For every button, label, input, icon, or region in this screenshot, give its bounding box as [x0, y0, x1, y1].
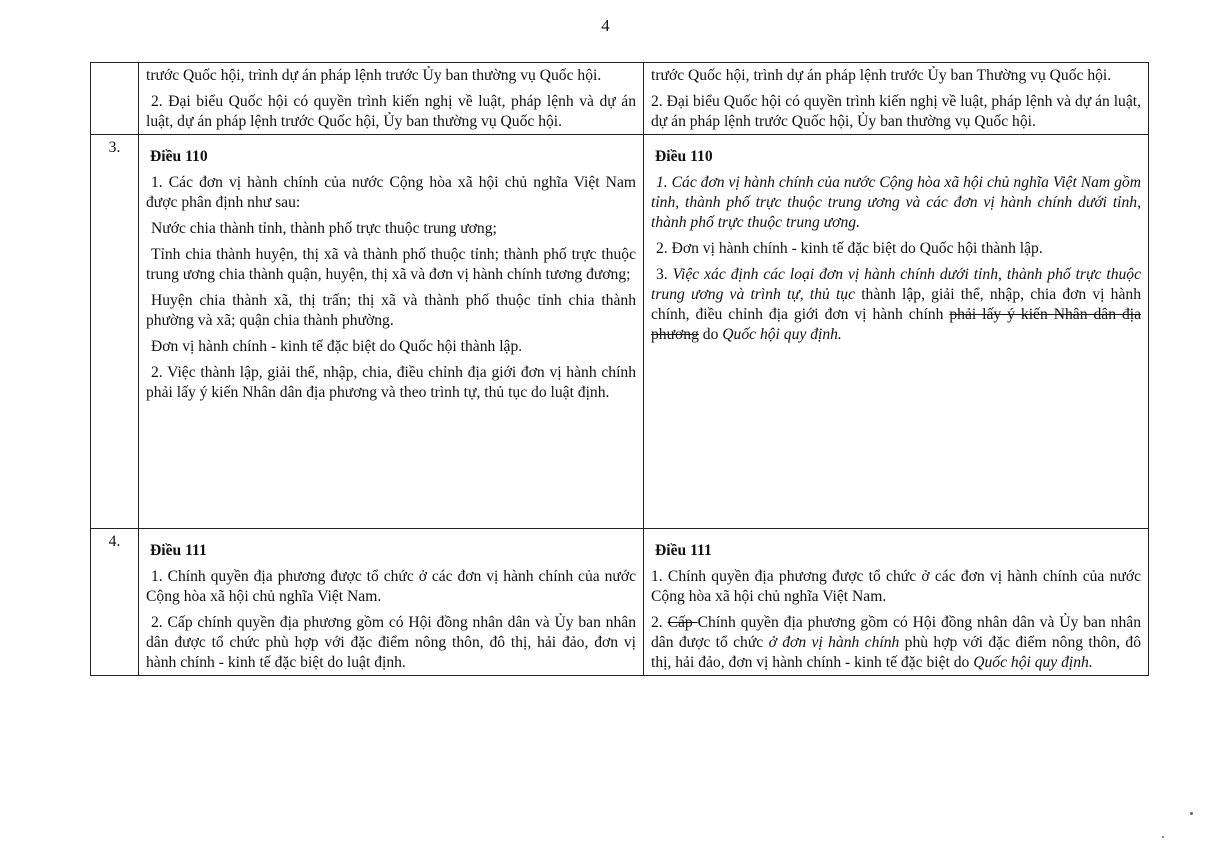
text-run: do — [698, 326, 723, 343]
table-row — [91, 63, 1149, 135]
table-row — [91, 135, 1149, 529]
text-run: Chính quyền địa phương gồm có Hội đồng nhân dân và Ủy ban nhân dân được tổ chức — [651, 614, 1141, 651]
paragraph: 2. Đại biểu Quốc hội có quyền trình kiến nghị về luật, pháp lệnh và dự án luật, dự án pháp lệnh trước Quốc hội, Ủy ban thường vụ Quốc hội. — [146, 93, 636, 130]
text-run: 2. — [651, 614, 668, 631]
paragraph: 1. Chính quyền địa phương được tổ chức ở các đơn vị hành chính của nước Cộng hòa xã hội chủ nghĩa Việt Nam. — [651, 568, 1141, 605]
paragraph: trước Quốc hội, trình dự án pháp lệnh trước Ủy ban thường vụ Quốc hội. — [146, 67, 602, 84]
current-text-cell — [139, 135, 644, 529]
paragraph — [651, 265, 1141, 345]
paragraph: 2. Cấp chính quyền địa phương gồm có Hội đồng nhân dân và Ủy ban nhân dân được tổ chức phù hợp với đặc điểm nông thôn, đô thị, hải đảo, đơn vị hành chính - kinh tế đặc biệt do luật định. — [146, 614, 636, 671]
scan-speck — [1162, 836, 1164, 838]
article-heading: Điều 111 — [150, 542, 207, 559]
inserted-text: ở đơn vị hành chính — [768, 634, 900, 651]
table-row — [91, 529, 1149, 676]
text-run: thành lập, giải thể, nhập, chia đơn vị hành chính, điều chỉnh địa giới đơn vị hành chính — [651, 286, 1141, 323]
paragraph: Đơn vị hành chính - kinh tế đặc biệt do Quốc hội thành lập. — [151, 338, 523, 355]
amended-text-cell — [644, 63, 1149, 135]
article-heading: Điều 110 — [655, 148, 713, 165]
row-number: 3. — [91, 135, 139, 529]
article-heading: Điều 111 — [655, 542, 712, 559]
current-text-cell — [139, 529, 644, 676]
paragraph: Huyện chia thành xã, thị trấn; thị xã và thành phố thuộc tỉnh chia thành phường và xã; quận chia thành phường. — [146, 292, 636, 329]
paragraph — [651, 613, 1141, 673]
paragraph: 1. Các đơn vị hành chính của nước Cộng hòa xã hội chủ nghĩa Việt Nam gồm tỉnh, thành phố trực thuộc trung ương và các đơn vị hành chính dưới tỉnh, thành phố trực thuộc trung ương. — [651, 174, 1141, 231]
paragraph: 2. Đơn vị hành chính - kinh tế đặc biệt do Quốc hội thành lập. — [656, 240, 1043, 257]
paragraph: 2. Đại biểu Quốc hội có quyền trình kiến nghị về luật, pháp lệnh và dự án luật, dự án pháp lệnh trước Quốc hội, Ủy ban thường vụ Quốc hội. — [651, 93, 1142, 130]
row-number — [91, 63, 139, 135]
paragraph: Tỉnh chia thành huyện, thị xã và thành phố thuộc tỉnh; thành phố trực thuộc trung ương chia thành quận, huyện, thị xã và đơn vị hành chính tương đương; — [146, 246, 636, 283]
deleted-text: phải lấy ý kiến Nhân dân địa phương — [651, 306, 1141, 343]
article-heading: Điều 110 — [150, 148, 208, 165]
page-number: 4 — [601, 16, 610, 35]
comparison-table — [90, 62, 1149, 676]
current-text-cell — [139, 63, 644, 135]
paragraph: 2. Việc thành lập, giải thể, nhập, chia, điều chỉnh địa giới đơn vị hành chính phải lấy ý kiến Nhân dân địa phương và theo trình tự, thủ tục do luật định. — [146, 364, 636, 401]
inserted-text: Việc xác định các loại đơn vị hành chính dưới tỉnh, thành phố trực thuộc trung ương và trình tự, thủ tục — [651, 266, 1142, 303]
text-run: 3. — [656, 266, 673, 283]
amended-text-cell — [644, 135, 1149, 529]
amended-text-cell — [644, 529, 1149, 676]
text-run: phù hợp với đặc điểm nông thôn, đô thị, hải đảo, đơn vị hành chính - kinh tế đặc biệt do — [651, 634, 1141, 671]
paragraph: Nước chia thành tỉnh, thành phố trực thuộc trung ương; — [151, 220, 497, 237]
paragraph: 1. Chính quyền địa phương được tổ chức ở các đơn vị hành chính của nước Cộng hòa xã hội chủ nghĩa Việt Nam. — [146, 568, 636, 605]
paragraph: trước Quốc hội, trình dự án pháp lệnh trước Ủy ban Thường vụ Quốc hội. — [651, 67, 1112, 84]
row-number: 4. — [91, 529, 139, 676]
inserted-text: Quốc hội quy định. — [973, 654, 1093, 671]
scan-speck — [1190, 812, 1193, 815]
inserted-text: Quốc hội quy định. — [722, 326, 842, 343]
deleted-text: Cấp — [667, 614, 698, 631]
paragraph: 1. Các đơn vị hành chính của nước Cộng hòa xã hội chủ nghĩa Việt Nam được phân định như sau: — [146, 174, 636, 211]
